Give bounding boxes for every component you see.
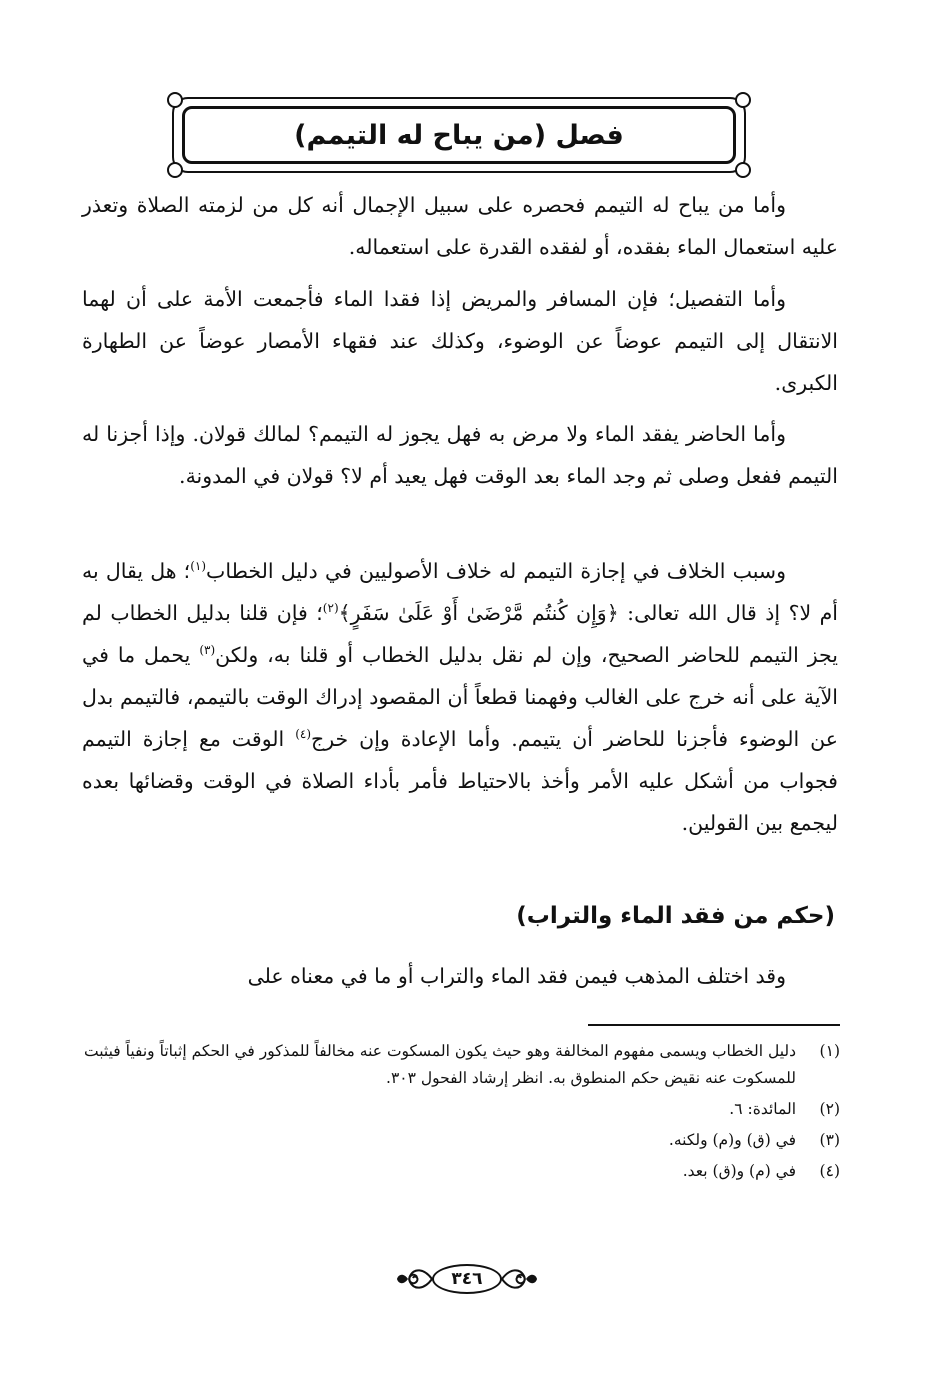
frame-corner-ornament <box>735 92 751 108</box>
paragraph-text: ؛ هل يقال به أم لا؟ إذ قال الله تعالى: ﴿وَإِن كُنتُم مَّرْضَىٰ أَوْ عَلَىٰ سَفَرٍ﴾ <box>82 559 838 625</box>
frame-corner-ornament <box>167 162 183 178</box>
paragraph-text: وقد اختلف المذهب فيمن فقد الماء والتراب أو ما في معناه على <box>247 964 786 988</box>
paragraph-text: يحمل ما في الآية على أنه خرج على الغالب وفهمنا قطعاً أن المقصود إدراك الوقت بالتيمم، فالتيمم بدل عن الوضوء فأجزنا للحاضر أن يتيمم. وأما الإعادة وإن خرج <box>82 643 838 751</box>
footnote-item <box>84 1127 840 1154</box>
footnote-item <box>84 1096 840 1123</box>
paragraph-4 <box>82 550 838 844</box>
footnote-ref-4[interactable]: (٤) <box>295 727 312 742</box>
chapter-title: فصل (من يباح له التيمم) <box>294 119 624 151</box>
footnote-ref-2[interactable]: (٢) <box>322 601 339 616</box>
paragraph-text: وسبب الخلاف في إجازة التيمم له خلاف الأصوليين في دليل الخطاب <box>206 559 786 583</box>
paragraph-3 <box>82 413 838 497</box>
paragraph-text: ؛ فإن قلنا بدليل الخطاب لم يجز التيمم للحاضر الصحيح، وإن لم نقل بدليل الخطاب أو قلنا به، ولكن <box>82 601 838 667</box>
paragraph-text: وأما الحاضر يفقد الماء ولا مرض به فهل يجوز له التيمم؟ لمالك قولان. وإذا أجزنا له التيمم ففعل وصلى ثم وجد الماء بعد الوقت فهل يعيد أم لا؟ قولان في المدونة. <box>82 422 838 488</box>
title-frame <box>172 97 746 173</box>
footnote-item <box>84 1158 840 1185</box>
paragraph-text: وأما من يباح له التيمم فحصره على سبيل الإجمال أنه كل من لزمته الصلاة وتعذر عليه استعمال الماء بفقده، أو لفقده القدرة على استعماله. <box>82 193 838 259</box>
paragraph-5 <box>82 955 838 997</box>
section-heading: (حكم من فقد الماء والتراب) <box>516 903 835 929</box>
paragraph-text: الوقت مع إجازة التيمم فجواب من أشكل عليه الأمر وأخذ بالاحتياط فأمر بأداء الصلاة في الوقت وقضائها بعده ليجمع بين القولين. <box>82 727 838 835</box>
frame-corner-ornament <box>735 162 751 178</box>
footnote-ref-3[interactable]: (٣) <box>199 643 216 658</box>
footnotes <box>84 1038 840 1189</box>
footnote-text: دليل الخطاب ويسمى مفهوم المخالفة وهو حيث يكون المسكوت عنه مخالفاً للمذكور في الحكم إثباتاً ونفياً فيثبت للمسكوت عنه نقيض حكم المنطوق به. انظر إرشاد الفحول ٣٠٣. <box>84 1042 796 1087</box>
title-frame-inner <box>182 106 736 164</box>
footnote-number: (٣) <box>819 1131 840 1149</box>
right-flourish-icon <box>500 1262 540 1296</box>
left-flourish-icon <box>394 1262 434 1296</box>
footnote-divider <box>588 1024 840 1026</box>
frame-corner-ornament <box>167 92 183 108</box>
paragraph-2 <box>82 278 838 404</box>
footnote-text: في (ق) و(م) ولكنه. <box>668 1131 796 1149</box>
footnote-text: في (م) و(ق) بعد. <box>682 1162 796 1180</box>
footnote-text: المائدة: ٦. <box>729 1100 796 1118</box>
footnote-number: (٤) <box>819 1162 840 1180</box>
footnote-item <box>84 1038 840 1092</box>
paragraph-text: وأما التفصيل؛ فإن المسافر والمريض إذا فقدا الماء فأجمعت الأمة على أن لهما الانتقال إلى التيمم عوضاً عن الوضوء، وكذلك عند فقهاء الأمصار عوضاً عن الطهارة الكبرى. <box>82 287 838 395</box>
footnote-number: (٢) <box>819 1100 840 1118</box>
footnote-ref-1[interactable]: (١) <box>190 559 207 574</box>
paragraph-1 <box>82 184 838 268</box>
page-number-ornament <box>394 1262 540 1298</box>
page-number: ٣٤٦ <box>432 1264 502 1294</box>
footnote-number: (١) <box>819 1042 840 1060</box>
